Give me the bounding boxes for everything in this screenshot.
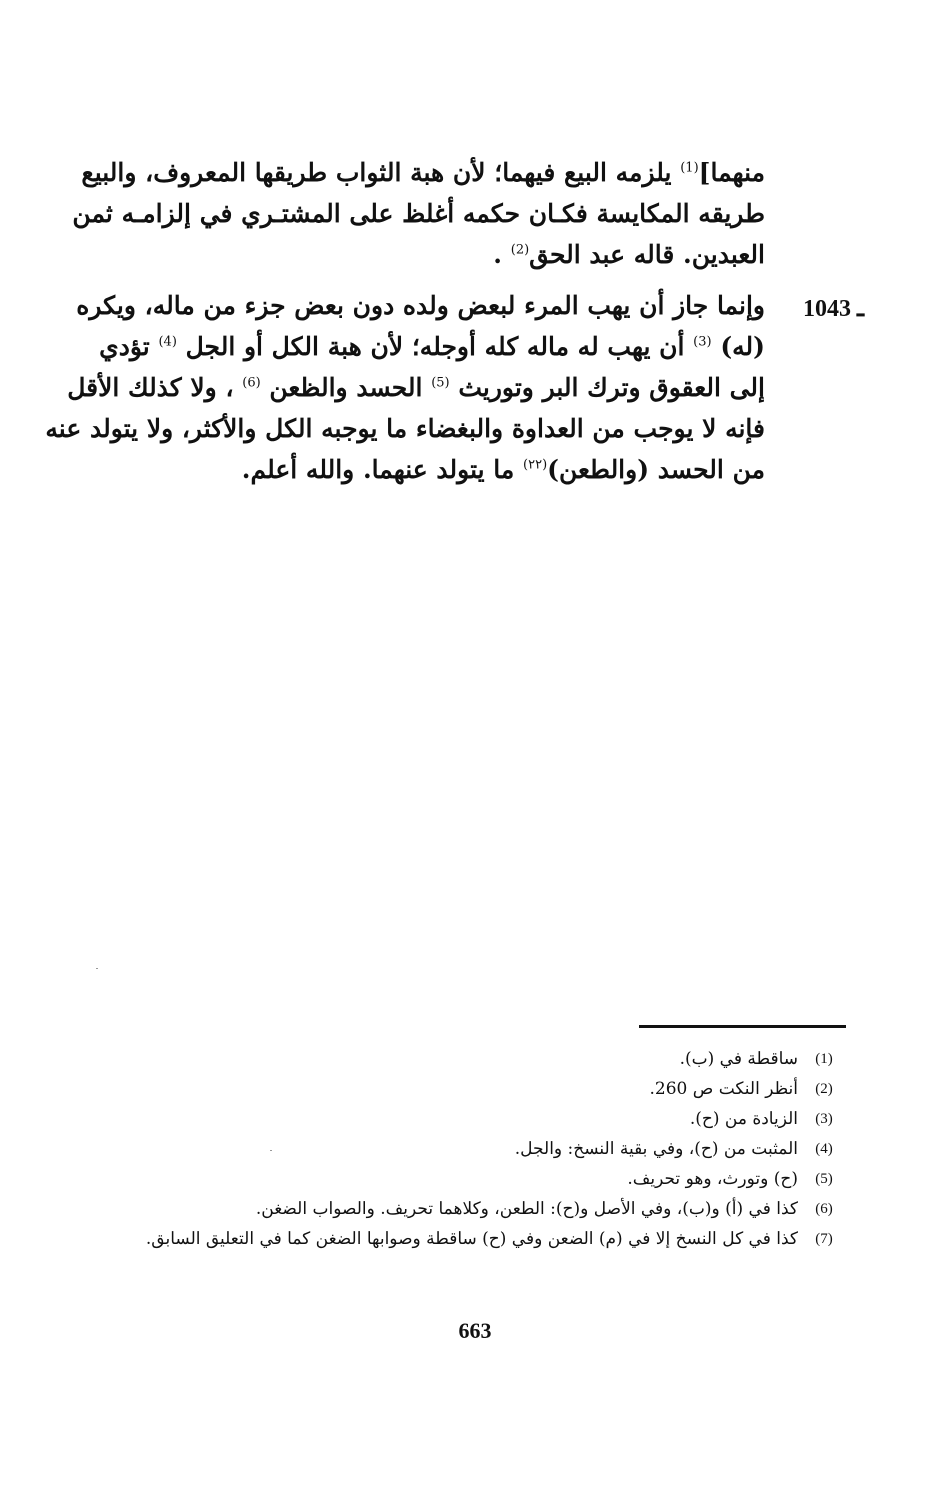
- footnote-number: (5): [815, 1171, 833, 1187]
- footnote-number: (1): [815, 1051, 833, 1067]
- footnote-text: كذا في كل النسخ إلا في (م) الضعن وفي (ح) ساقطة وصوابها الضغن كما في التعليق السابق.: [145, 1229, 798, 1249]
- paragraph-2: [45, 285, 765, 490]
- main-text: [45, 152, 765, 490]
- footnote-item: [90, 1134, 850, 1164]
- footnote-item: [90, 1164, 850, 1194]
- footnote-item: [90, 1044, 850, 1074]
- text-span: يلزمه البيع فيهما؛ لأن هبة الثواب طريقها المعروف، والبيع: [81, 158, 672, 187]
- footnotes: [90, 1044, 850, 1254]
- footnote-number: (7): [815, 1231, 833, 1247]
- footnote-text: أنظر النكت ص 260.: [649, 1079, 798, 1099]
- footnote-ref: (3): [693, 334, 712, 350]
- text-span: من الحسد (والطعن): [547, 455, 765, 484]
- text-span: تؤدي: [99, 332, 150, 361]
- footnote-number: (3): [815, 1111, 833, 1127]
- text-line: [99, 326, 765, 367]
- footnote-ref: (5): [431, 375, 450, 391]
- text-line: فإنه لا يوجب من العداوة والبغضاء ما يوجبه الكل والأكثر، ولا يتولد عنه: [45, 414, 765, 443]
- footnote-ref: (1): [680, 160, 699, 176]
- text-line: [81, 152, 765, 193]
- paragraph-number: 1043 ـ: [803, 296, 865, 322]
- text-span: ما يتولد عنهما. والله أعلم.: [241, 455, 515, 484]
- text-span: .: [493, 240, 503, 269]
- footnote-ref: (2): [510, 242, 530, 258]
- text-span: الحسد والظعن: [269, 373, 423, 402]
- footnote-item: [90, 1224, 850, 1254]
- footnote-item: [90, 1104, 850, 1134]
- footnote-text: الزيادة من (ح).: [689, 1109, 798, 1129]
- page-number: 663: [458, 1318, 492, 1343]
- footnote-number: (4): [815, 1141, 833, 1157]
- text-line: وإنما جاز أن يهب المرء لبعض ولده دون بعض جزء من ماله، ويكره: [76, 291, 765, 320]
- paragraph-1: [72, 152, 765, 275]
- text-line: [105, 449, 765, 490]
- scan-speck: [96, 968, 98, 969]
- text-span: العبدين. قاله عبد الحق: [529, 240, 765, 269]
- footnote-text: (ح) وتورث، وهو تحريف.: [627, 1169, 798, 1189]
- footnote-ref: (6): [242, 375, 261, 391]
- footnote-number: (2): [815, 1081, 833, 1097]
- footnote-item: [90, 1194, 850, 1224]
- footnote-text: ساقطة في (ب).: [679, 1049, 798, 1069]
- text-span: (له): [720, 332, 765, 361]
- footnote-number: (6): [815, 1201, 833, 1217]
- text-line: [67, 367, 765, 408]
- footnote-ref: (٢٢): [523, 457, 548, 473]
- text-span: منهما]: [698, 158, 765, 187]
- text-line: [105, 234, 765, 275]
- footnote-text: كذا في (أ) و(ب)، وفي الأصل و(ح): الطعن، وكلاهما تحريف. والصواب الضغن.: [255, 1199, 798, 1219]
- text-line: طريقه المكايسة فكـان حكمه أغلظ على المشتـري في إلزامـه ثمن: [72, 199, 765, 228]
- text-span: أن يهب له ماله كله أوجله؛ لأن هبة الكل أو الجل: [185, 332, 685, 361]
- text-span: ، ولا كذلك الأقل: [67, 373, 234, 402]
- footnote-text: المثبت من (ح)، وفي بقية النسخ: والجل.: [514, 1139, 798, 1159]
- footnote-separator: [639, 1025, 846, 1028]
- footnote-ref: (4): [158, 334, 177, 350]
- footnote-item: [90, 1074, 850, 1104]
- text-span: إلى العقوق وترك البر وتوريث: [458, 373, 765, 402]
